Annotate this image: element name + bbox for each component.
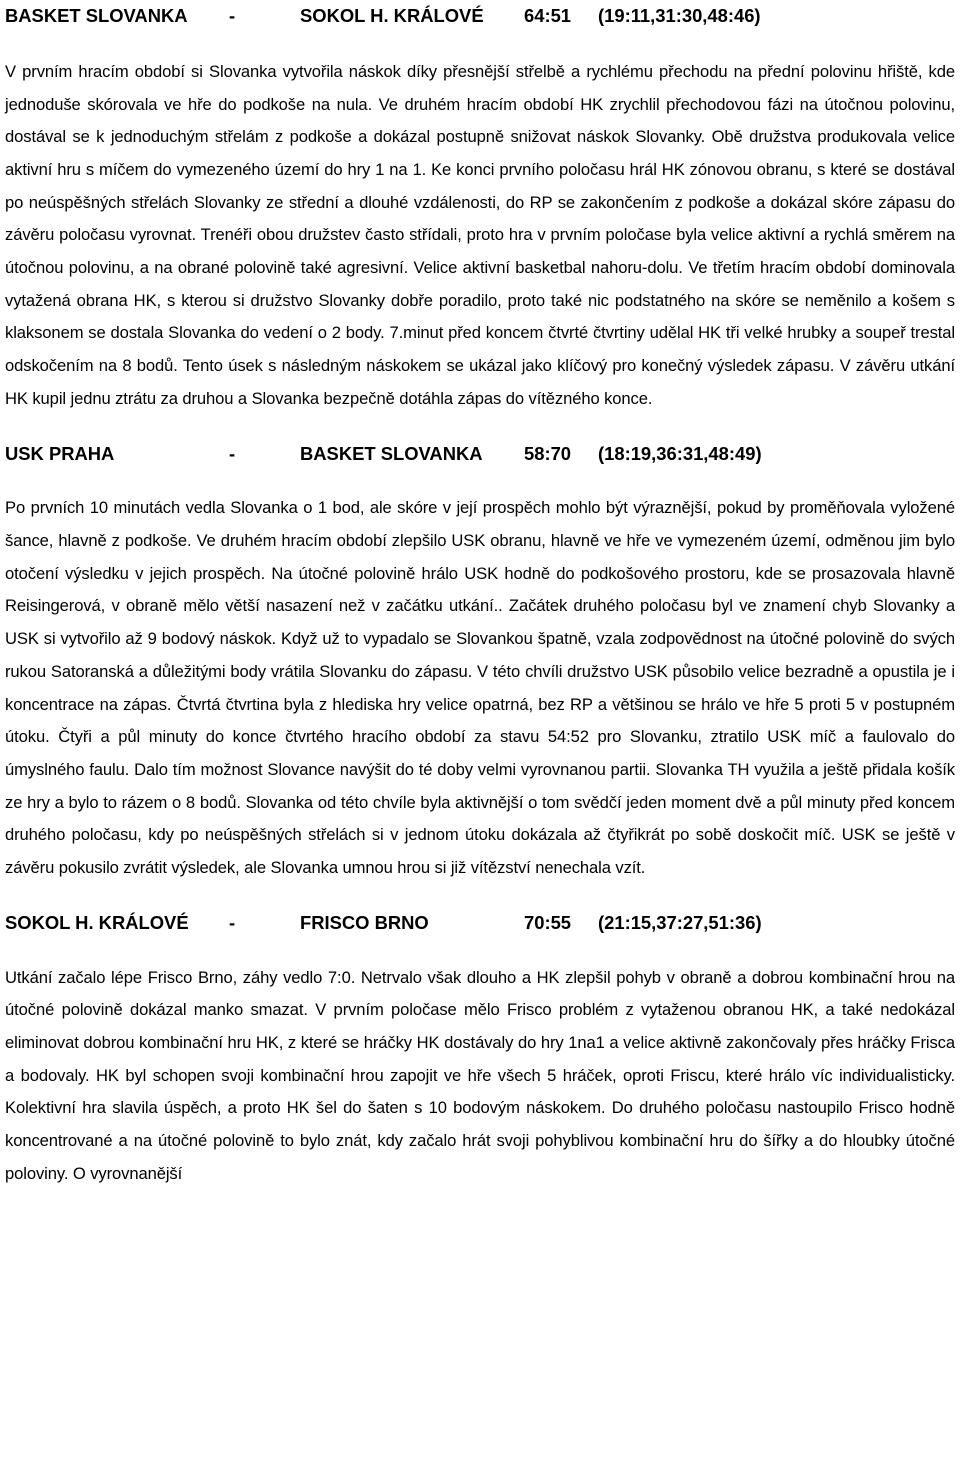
match-report-2: Po prvních 10 minutách vedla Slovanka o 1 bod, ale skóre v její prospěch mohlo být výraznější, pokud by proměňovala vyložené šance, hlavně z podkoše. Ve druhém hracím období zlepšilo USK obranu, hlavně ve hře ve vymezeném území, odměnou jim bylo otočení výsledku v jejich prospěch. Na útočné polovině hrálo USK hodně do podkošového prostoru, kde se prosazovala hlavně Reisingerová, v obraně mělo větší nasazení než v začátku utkání.. Začátek druhého poločasu byl ve znamení chyb Slovanky a USK si vytvořilo až 9 bodový náskok. Když už to vypadalo se Slovankou špatně, vzala zodpovědnost na útočné polovině do svých rukou Satoranská a důležitými body vrátila Slovanku do zápasu. V této chvíli družstvo USK působilo velice bezradně a opustila je i koncentrace na zápas. Čtvrtá čtvrtina byla z hlediska hry velice opatrná, bez RP a většinou se hrálo ve hře 5 proti 5 v postupném útoku. Čtyři a půl minuty do konce čtvrtého hracího období za stavu 54:52 pro Slovanku, ztratilo USK míč a faulovalo do úmyslného faulu. Dalo tím možnost Slovance navýšit do té doby velmi vyrovnanou partii. Slovanka TH využila a ještě přidala košík ze hry a bylo to rázem o 8 bodů. Slovanka od této chvíle byla aktivnější o tom svědčí jeden moment dvě a půl minuty před koncem druhého poločasu, kdy po neúspěšných střelách si v jednom útoku dokázala až čtyřikrát po sobě doskočit míč. USK se ještě v závěru pokusilo zvrátit výsledek, ale Slovanka umnou hrou si již vítězství nenechala vzít. — [5, 498, 955, 878]
home-team: SOKOL H. KRÁLOVÉ — [5, 911, 189, 933]
away-team: FRISCO BRNO — [300, 911, 429, 933]
final-score: 58:70 — [524, 442, 572, 464]
match-report-1: V prvním hracím období si Slovanka vytvořila náskok díky přesnější střelbě a rychlému přechodu na přední polovinu hřiště, kde jednoduše skórovala ve hře do podkoše na nula. Ve druhém hracím období HK zrychlil přechodovou fázi na útočnou polovinu, dostával se k jednoduchým střelám z podkoše a dokázal postupně snižovat náskok Slovanky. Obě družstva produkovala velice aktivní hru s míčem do vymezeného území do hry 1 na 1. Ke konci prvního poločasu hrál HK zónovou obranu, s které se dostával po neúspěšných střelách Slovanky ze střední a dlouhé vzdálenosti, do RP se zakončením z podkoše a dokázal skóre zápasu do závěru poločasu vyrovnat. Trenéři obou družstev často střídali, proto hra v prvním poločase byla velice aktivní a rychlá směrem na útočnou polovinu, a na obrané polovině také agresivní. Velice aktivní basketbal nahoru-dolu. Ve třetím hracím období dominovala vytažená obrana HK, s kterou si družstvo Slovanky dobře poradilo, proto také nic podstatného na skóre se neměnilo a košem s klaksonem se dostala Slovanka do vedení o 2 body. 7.minut před koncem čtvrté čtvrtiny udělal HK tři velké hrubky a soupeř trestal odskočením na 8 bodů. Tento úsek s následným náskokem se ukázal jako klíčový pro konečný výsledek zápasu. V závěru utkání HK kupil jednu ztrátu za druhou a Slovanka bezpečně dotáhla zápas do vítězného konce. — [5, 61, 955, 408]
quarter-scores: (21:15,37:27,51:36) — [598, 911, 762, 933]
team-separator: - — [229, 442, 236, 464]
away-team: SOKOL H. KRÁLOVÉ — [300, 5, 484, 26]
team-separator: - — [229, 911, 236, 933]
final-score: 70:55 — [524, 911, 572, 933]
match-report-3: Utkání začalo lépe Frisco Brno, záhy vedlo 7:0. Netrvalo však dlouho a HK zlepšil pohyb v obraně a dobrou kombinační hrou na útočné polovině dokázal manko smazat. V prvním poločase mělo Frisco problém z vytaženou obranou HK, a také nedokázal eliminovat dobrou kombinační hru HK, z které se hráčky HK dostávaly do hry 1na1 a velice aktivně zakončovaly přes hráčky Frisca a bodovaly. HK byl schopen svoji kombinační hrou zapojit ve hře všech 5 hráček, oproti Friscu, které hrálo víc individualisticky. Kolektivní hra slavila úspěch, a proto HK šel do šaten s 10 bodovým náskokem. Do druhého poločasu nastoupilo Frisco hodně koncentrované a na útočné polovině to bylo znát, kdy začalo hrát svoji pohyblivou kombinační hru do šířky a do hloubky útočné poloviny. O vyrovnanější — [5, 967, 955, 1183]
document-page — [5, 0, 955, 1190]
home-team: BASKET SLOVANKA — [5, 5, 188, 26]
match-header-1 — [5, 0, 955, 33]
home-team: USK PRAHA — [5, 442, 115, 464]
match-header-2 — [5, 438, 955, 471]
final-score: 64:51 — [524, 5, 572, 26]
match-header-3 — [5, 907, 955, 940]
quarter-scores: (18:19,36:31,48:49) — [598, 442, 762, 464]
team-separator: - — [229, 5, 236, 26]
quarter-scores: (19:11,31:30,48:46) — [598, 5, 761, 26]
away-team: BASKET SLOVANKA — [300, 442, 483, 464]
